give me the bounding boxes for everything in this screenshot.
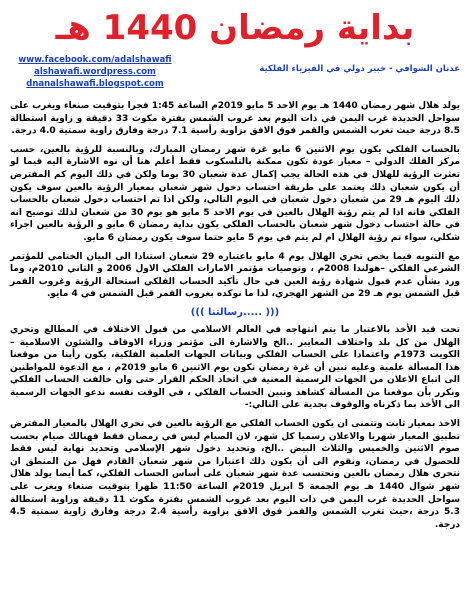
section-divider: ((( .....رسالتنا ))) [190,306,280,318]
links-block [10,54,180,90]
wordpress-link[interactable]: alshawafi.wordpress.com [34,67,156,77]
blogspot-link[interactable]: dnanalshawafi.blogspot.com [26,79,164,89]
paragraph-2: بالحساب الفلكي يكون يوم الاثنين 6 مايو غرة شهر رمضان المبارك، وبالنسبة للرؤية بالعين، حسب مركز الفلك الدولي – معيار عودة تكون ممكنة بالتلسكوب فقط أعلم هنا أن نوه الاشارة اليه قيما لو تعثرت الرؤية للهلال في هذه الحالة يجب إكمال عدة شعبان 30 يوما ولكن في ذلك اليوم كم المفترض أن يكون شعبان ذلك يعتمد على طريقة احتساب دخول شهر شعبان بمعيار الرؤية بالعين سوف يكون ذلك اليوم هـ 29 من شعبان دخول شعبان في اليوم التالي، ولكن اذا تم احتساب دخول شعبان بالحساب الفلكي فانه اذا لم يتم رؤية الهلال بالعين في يوم الاحد 5 مايو هو يوم 30 من شعبان لذلك توضيح انه في حالة احتساب دخول شهر شعبان بالحساب الفلكي يكون بداية رمضان 6 مايو و الرؤية بالعين اجراء شكلي، سواء تم رؤية الهلال ام لم يتم في يوم 5 مايو حتما سوف يكون رمضان 6 مايو. [10,144,461,243]
document-title: بداية رمضان 1440 هـ [55,8,415,48]
header-row [10,54,460,100]
document-page [0,6,470,606]
paragraph-4: تحت قيد الأخذ بالاعتبار ما يتم انتهاجه في العالم الاسلامي من قبول الاختلاف في المطالع وتحري الهلال من كل بلد واختلاف المعايير ..الخ والاشارة الى مؤتمر وزراء الاوقاف والشئون الاسلامية – الكويت 1973م واعتمادا على الحساب الفلكي وبيانات الجهات العلمية الفلكية، يكون رأينا من موقعنا هذا المسألة علمية وعليه نبين أن غرة رمضان تكون يوم الاثنين 6 مايو 2019م ، مع الدعوة للمواطنين الى اتباع الاعلان من الجهات الرسمية المعنية في اتخاذ الحكم القرار حتى وان خالفت الحساب الفلكي ونكرر بأن موقعنا من المسألة كشاهد ونبين الحساب الفلكي ، في الوقت نفسه ندعو الجهات الرسمية الى الأخذ بما ذكرناه والوقوف بجدية على التالي:- [10,324,460,411]
author-name: عدنان الشوافي - خبير دولي في الفيزياء الفلكية [259,64,460,74]
paragraph-3: مع التنويه فيما يخص تحري الهلال يوم 4 مايو باعتباره 29 شعبان استنادا الى البيان الختامي للمؤتمر الشرعي الفلكي –هولندا 2008م ، وتوصيات مؤتمر الامارات الفلكي الاول 2006 و الثاني 2010م، وما ورد بشأن عدم قبول شهادة رؤية العين في حال تأكيد الحساب الفلكي استحالة الرؤية وغروب القمر قبل الشمس يوم هـ 29 من الشهر الهجري، لذا ما نوكده بغروب القمر قبل الشمس في 4 مايو. [10,251,461,300]
paragraph-1: يولد هلال شهر رمضان 1440 هـ يوم الاحد 5 مايو 2019م الساعة 1:45 فجرا بتوقيت صنعاء ويغرب على سواحل الحديدة غرب اليمن في ذات اليوم بعد غروب الشمس بفترة مكوث 33 دقيقة و زاوية استطالة 8.5 درجة حيث تغرب الشمس والقمر فوق الافق بزاوية رأسية 7.1 درجة وفارق زاوية سمتية 4.0 درجة. [10,101,460,137]
facebook-link[interactable]: www.facebook.com/adalshawafi [18,55,172,65]
paragraph-5: الاخذ بمعيار ثابت وتتمنى ان يكون الحساب الفلكي مع الرؤية بالعين في تحري الهلال بالمعيار المفترض تطبيق المعيار شهريا والاعلان رسميا كل شهر، لان الصيام ليس في رمضان فقط فهنالك صيام بحسب صوم الاثنين والخميس والثلاث البيض ..الخ، وتحديد دخول شهر الإسلامي وتحديد نهاية ليس فقط للحصول في رمضان، ونقوم الى أن يكون ذلك اعتبارا من شهر شعبان القادم فهل من المنطق ان نتحرى هلال رمضان بالعين ونحتسب عدة شهر شعبان على أساس الحساب الفلكي، كما أيضا يولد هلال شهر شوال 1440 هـ يوم الجمعة 5 ابريل 2019م الساعة 11:50 ظهرا بتوقيت صنعاء ويغرب على سواحل الحديدة غرب اليمن في ذات اليوم بعد غروب الشمس بفترة مكوث 11 دقيقة وزاوية استطالة 5.3 درجة ،حيث تغرب الشمس والقمر فوق الافق بزاوية رأسية 2.4 درجة وفارق زاوية سمتية 4.5 درجة. [10,419,461,530]
